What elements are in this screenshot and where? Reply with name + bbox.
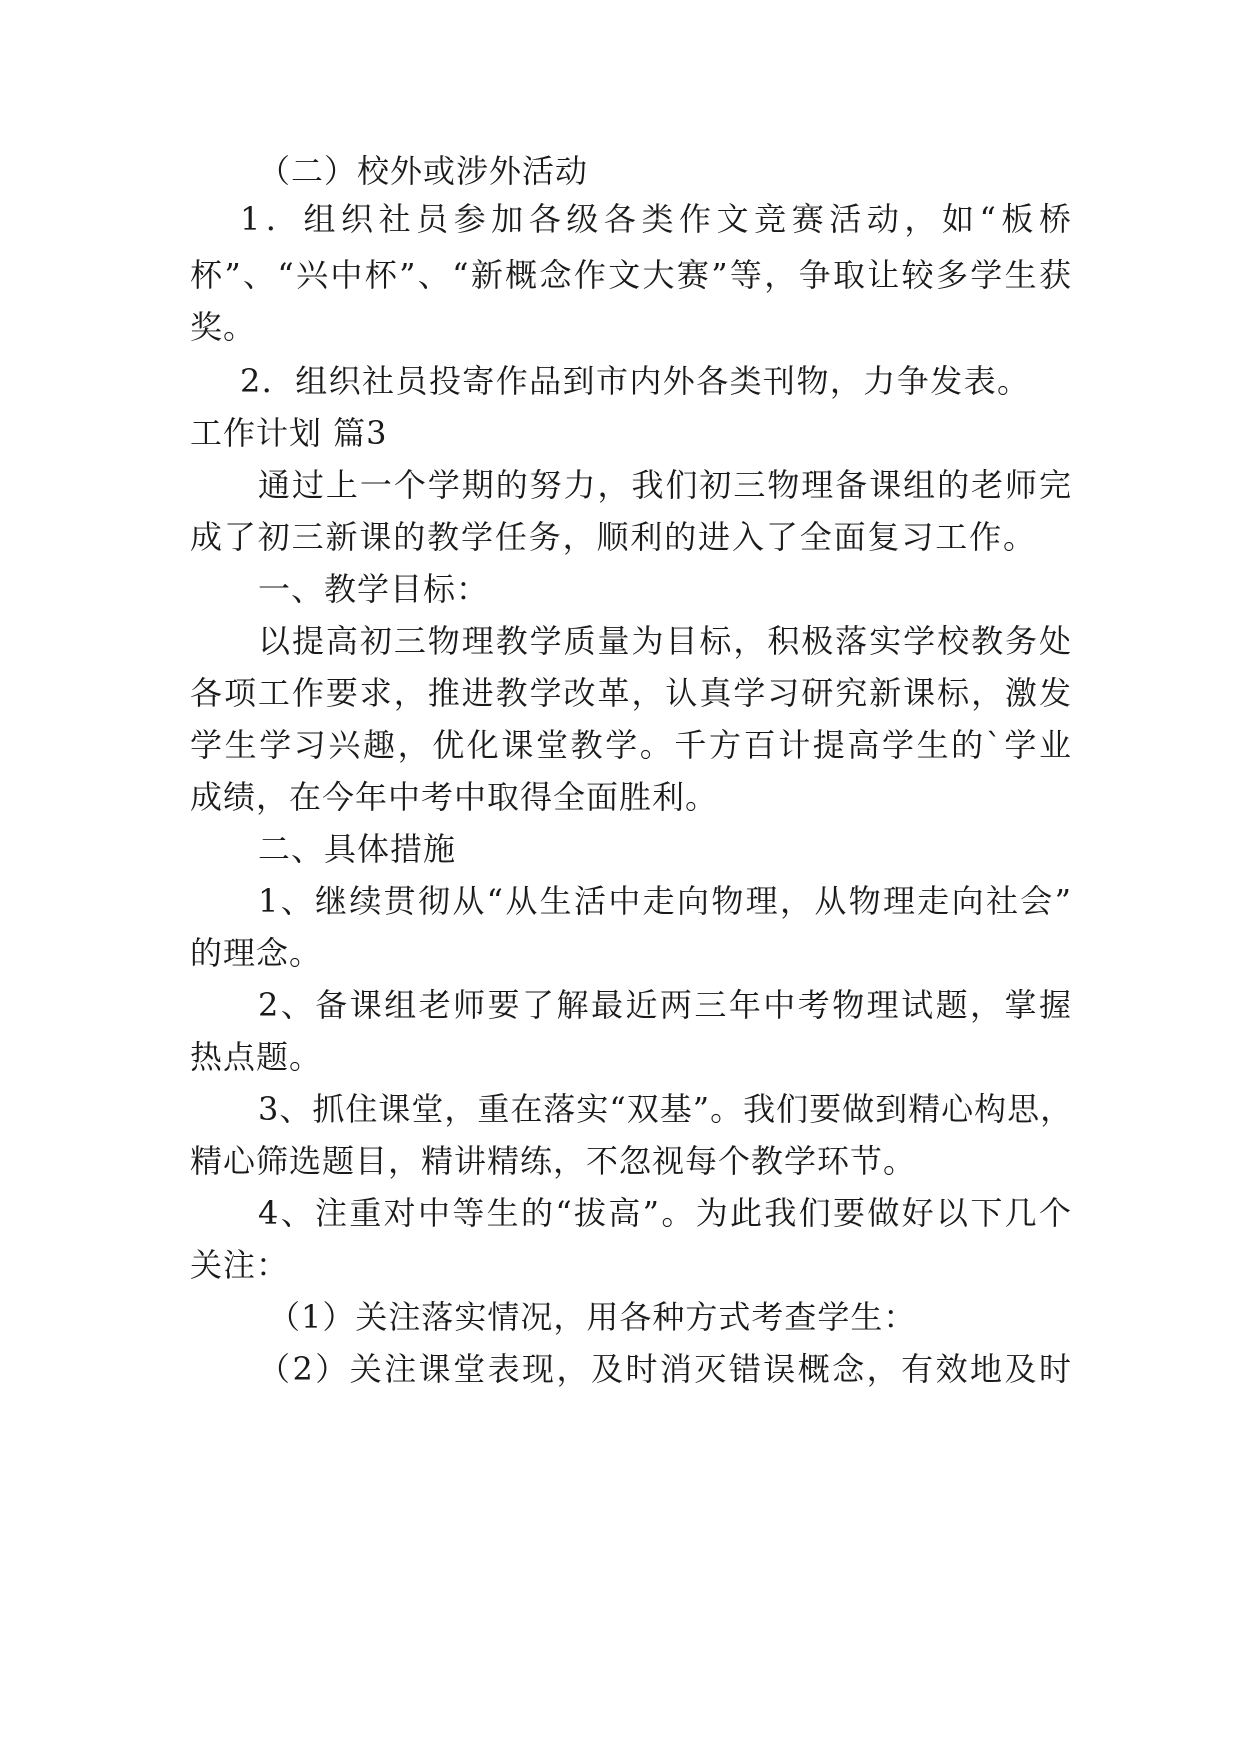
article-title: 工作计划 篇3 [190,414,388,452]
paragraph-line: 通过上一个学期的努力，我们初三物理备课组的老师完 [258,466,1072,504]
section-heading-teaching-goals: 一、教学目标： [258,570,490,608]
paragraph-line: 1、继续贯彻从“从生活中走向物理，从物理走向社会” [258,882,1072,920]
paragraph-line: 以提高初三物理教学质量为目标，积极落实学校教务处 [258,622,1072,660]
paragraph-line: 关注： [190,1246,290,1284]
paragraph-line: 4、注重对中等生的“拔高”。为此我们要做好以下几个 [258,1194,1072,1232]
paragraph-line: 各项工作要求，推进教学改革，认真学习研究新课标，激发 [190,674,1072,712]
section-heading-measures: 二、具体措施 [258,830,457,868]
paragraph-line: 成了初三新课的教学任务，顺利的进入了全面复习工作。 [190,518,1036,556]
paragraph-line: 奖。 [190,308,257,346]
paragraph-line: 杯”、“兴中杯”、“新概念作文大赛”等，争取让较多学生获 [190,256,1072,294]
paragraph-line: 的理念。 [190,934,323,972]
paragraph-line: 学生学习兴趣，优化课堂教学。千方百计提高学生的`学业 [190,726,1072,764]
paragraph-line: 2、备课组老师要了解最近两三年中考物理试题，掌握 [258,986,1072,1024]
paragraph-line: （2）关注课堂表现，及时消灭错误概念，有效地及时 [258,1350,1072,1388]
paragraph-line: 精心筛选题目，精讲精练，不忽视每个教学环节。 [190,1142,917,1180]
paragraph-line: 3、抓住课堂，重在落实“双基”。我们要做到精心构思， [258,1090,1074,1128]
paragraph-line: 2．组织社员投寄作品到市内外各类刊物，力争发表。 [240,362,1030,400]
section-heading-outside-activities: （二）校外或涉外活动 [258,152,589,190]
paragraph-line: 1．组织社员参加各级各类作文竞赛活动，如“板桥 [240,200,1072,238]
paragraph-line: 成绩，在今年中考中取得全面胜利。 [190,778,719,816]
paragraph-line: 热点题。 [190,1038,323,1076]
paragraph-line: （1）关注落实情况，用各种方式考查学生： [268,1298,917,1336]
